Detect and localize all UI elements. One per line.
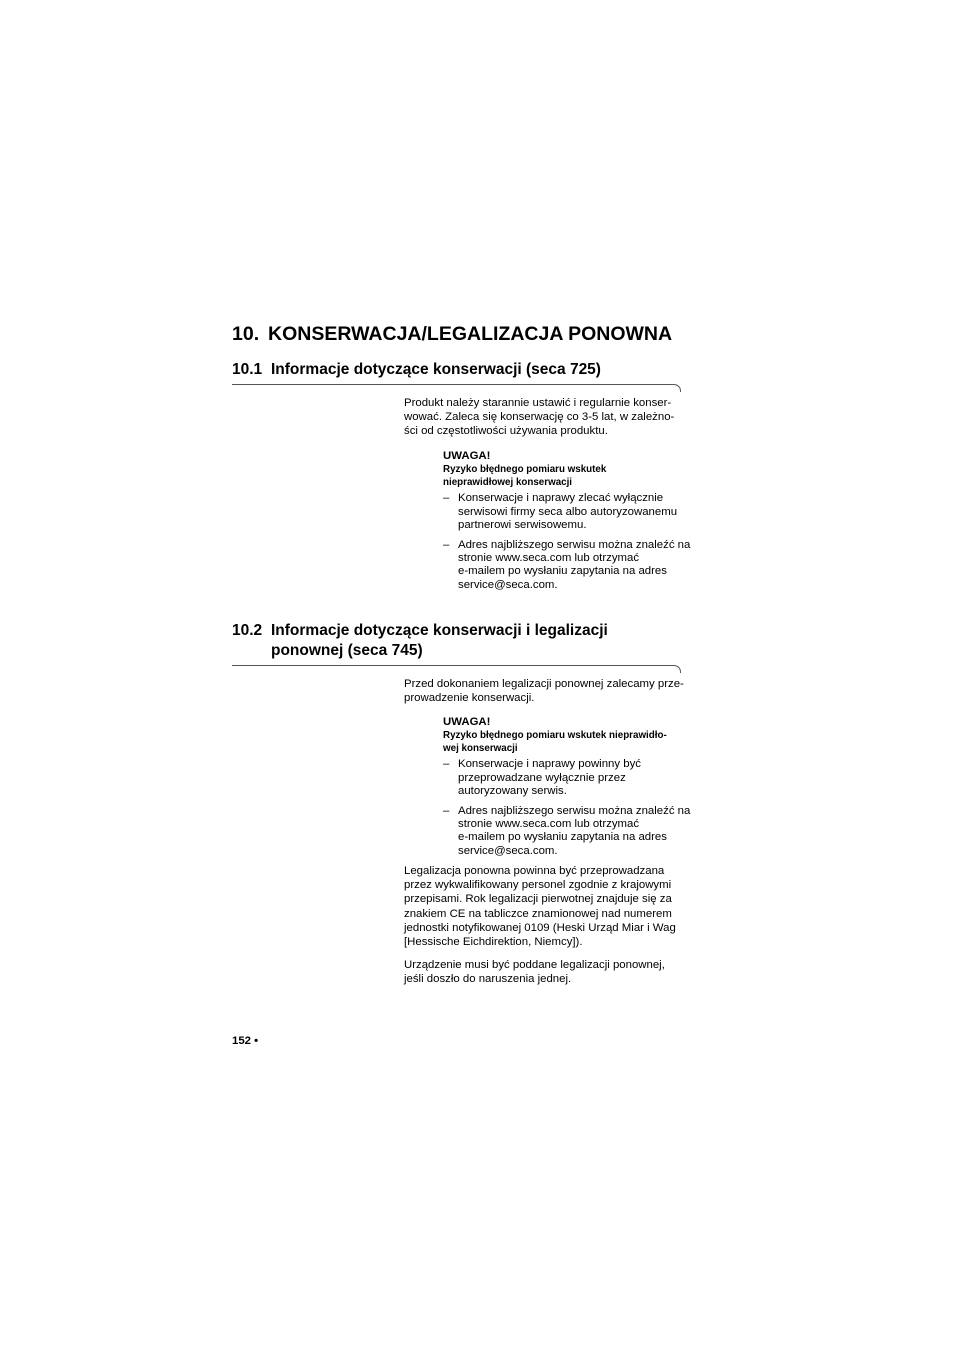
text-line: przez wykwalifikowany personel zgodnie z krajowymi: [404, 879, 672, 892]
text-line: e-mailem po wysłaniu zapytania na adres: [458, 831, 667, 844]
text-line: wować. Zaleca się konserwację co 3-5 lat, w zależno-: [404, 411, 675, 424]
text-line: e-mailem po wysłaniu zapytania na adres: [458, 565, 667, 578]
text-line: przepisami. Rok legalizacji pierwotnej znajduje się za: [404, 893, 672, 906]
warning-title: UWAGA!: [443, 450, 491, 462]
warning-subtitle-line: wej konserwacji: [443, 743, 518, 755]
warning-bullet-list: [443, 492, 698, 592]
section-number: 10.1: [232, 361, 263, 378]
list-item: [443, 758, 698, 798]
chapter-heading: [232, 323, 672, 346]
section-2-paragraph-2: [404, 958, 696, 986]
list-item: [443, 805, 698, 859]
page-number: 152 •: [232, 1035, 259, 1047]
text-line: przeprowadzane wyłącznie przez: [458, 771, 626, 784]
warning-subtitle-line: Ryzyko błędnego pomiaru wskutek nieprawidło-: [443, 730, 667, 741]
text-line: Urządzenie musi być poddane legalizacji ponownej,: [404, 959, 665, 971]
text-line: jeśli doszło do naruszenia jednej.: [404, 973, 572, 986]
text-line: Konserwacje i naprawy powinny być: [458, 758, 641, 771]
section-title-line: ponownej (seca 745): [271, 642, 423, 659]
section-heading-10-1: [232, 360, 601, 380]
warning-block-2: [443, 715, 698, 864]
warning-subtitle-line: nieprawidłowej konserwacji: [443, 477, 573, 489]
dash-marker: –: [443, 804, 450, 817]
chapter-number: 10.: [232, 323, 260, 345]
chapter-title: KONSERWACJA/LEGALIZACJA PONOWNA: [268, 323, 673, 345]
text-line: ści od częstotliwości używania produktu.: [404, 425, 608, 438]
section-title-line: Informacje dotyczące konserwacji (seca 725): [271, 361, 601, 378]
section-1-intro: [404, 396, 696, 439]
text-line: stronie www.seca.com lub otrzymać: [458, 818, 640, 831]
text-line: Adres najbliższego serwisu można znaleźć na: [458, 538, 691, 551]
text-line: znakiem CE na tabliczce znamionowej nad numerem: [404, 907, 672, 920]
text-line: partnerowi serwisowemu.: [458, 519, 587, 532]
text-line: jednostki notyfikowanej 0109 (Heski Urząd Miar i Wag: [404, 921, 676, 934]
text-line: prowadzenie konserwacji.: [404, 692, 535, 705]
text-line: Konserwacje i naprawy zlecać wyłącznie: [458, 492, 664, 505]
text-line: Legalizacja ponowna powinna być przeprowadzana: [404, 865, 665, 877]
section-rule: [232, 665, 681, 673]
section-title-line: Informacje dotyczące konserwacji i legalizacji: [271, 622, 608, 639]
section-rule: [232, 384, 681, 392]
dash-marker: –: [443, 758, 450, 771]
text-line: service@seca.com.: [458, 844, 558, 857]
text-line: autoryzowany serwis.: [458, 785, 567, 798]
list-item: [443, 539, 698, 593]
section-2-intro: [404, 677, 696, 705]
warning-subtitle-line: Ryzyko błędnego pomiaru wskutek: [443, 464, 607, 475]
warning-block-1: [443, 449, 698, 598]
dash-marker: –: [443, 492, 450, 505]
dash-marker: –: [443, 538, 450, 551]
text-line: Produkt należy starannie ustawić i regularnie konser-: [404, 397, 672, 409]
section-number: 10.2: [232, 622, 263, 639]
section-heading-10-2: [232, 621, 608, 661]
list-item: [443, 492, 698, 532]
text-line: service@seca.com.: [458, 578, 558, 591]
text-line: Adres najbliższego serwisu można znaleźć na: [458, 804, 691, 817]
text-line: [Hessische Eichdirektion, Niemcy]).: [404, 936, 583, 949]
text-line: stronie www.seca.com lub otrzymać: [458, 552, 640, 565]
section-2-paragraph-1: [404, 864, 696, 949]
warning-title: UWAGA!: [443, 716, 491, 728]
text-line: serwisowi firmy seca albo autoryzowanemu: [458, 505, 678, 518]
text-line: Przed dokonaniem legalizacji ponownej zalecamy prze-: [404, 678, 684, 690]
warning-bullet-list: [443, 758, 698, 858]
